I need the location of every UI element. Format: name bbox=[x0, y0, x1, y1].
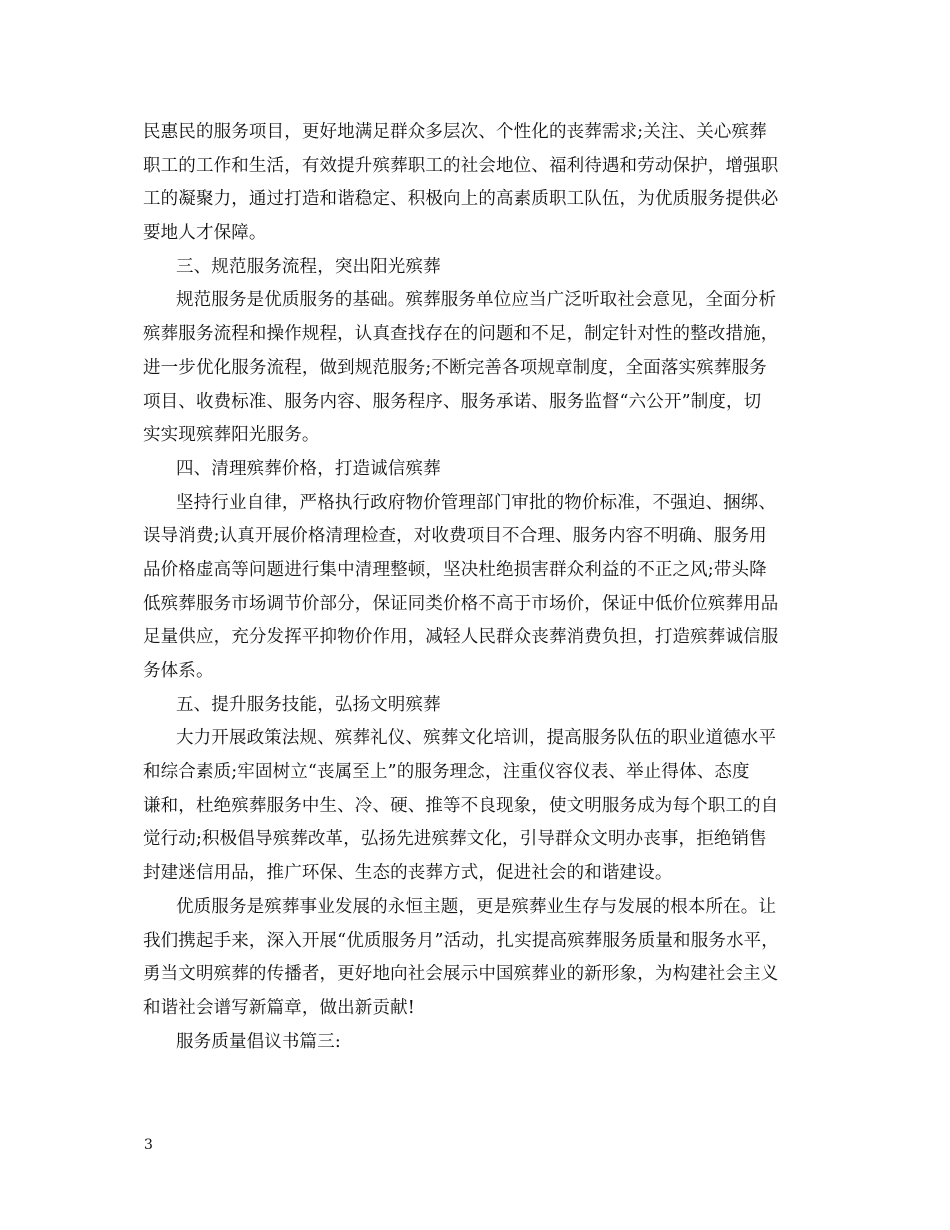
section-heading: 服务质量倡议书篇三: bbox=[176, 1031, 341, 1052]
body-line: 低殡葬服务市场调节价部分，保证同类价格不高于市场价，保证中低价位殡葬用品 bbox=[143, 593, 779, 614]
body-line: 民惠民的服务项目，更好地满足群众多层次、个性化的丧葬需求;关注、关心殡葬 bbox=[143, 122, 767, 142]
section-heading: 三、规范服务流程，突出阳光殡葬 bbox=[176, 256, 441, 277]
body-line: 我们携起手来，深入开展“优质服务月”活动，扎实提高殡葬服务质量和服务水平， bbox=[143, 930, 779, 951]
section-heading: 四、清理殡葬价格，打造诚信殡葬 bbox=[176, 458, 441, 479]
body-line: 误导消费;认真开展价格清理检查，对收费项目不合理、服务内容不明确、服务用 bbox=[143, 526, 767, 547]
body-line: 品价格虚高等问题进行集中清理整顿，坚决杜绝损害群众利益的不正之风;带头降 bbox=[143, 559, 767, 580]
body-line: 足量供应，充分发挥平抑物价作用，减轻人民群众丧葬消费负担，打造殡葬诚信服 bbox=[143, 627, 779, 648]
body-line: 职工的工作和生活，有效提升殡葬职工的社会地位、福利待遇和劳动保护，增强职 bbox=[143, 155, 779, 176]
section-heading: 五、提升服务技能，弘扬文明殡葬 bbox=[176, 694, 441, 715]
body-line: 勇当文明殡葬的传播者，更好地向社会展示中国殡葬业的新形象，为构建社会主义 bbox=[143, 964, 779, 985]
paragraph-first-line: 大力开展政策法规、殡葬礼仪、殡葬文化培训，提高服务队伍的职业道德水平 bbox=[176, 728, 777, 749]
body-line: 和谐社会谱写新篇章，做出新贡献! bbox=[143, 997, 415, 1018]
body-line: 和综合素质;牢固树立“丧属至上”的服务理念，注重仪容仪表、举止得体、态度 bbox=[143, 762, 750, 783]
body-line: 觉行动;积极倡导殡葬改革，弘扬先进殡葬文化，引导群众文明办丧事，拒绝销售 bbox=[143, 829, 767, 850]
body-line: 项目、收费标准、服务内容、服务程序、服务承诺、服务监督“六公开”制度，切 bbox=[143, 391, 762, 412]
paragraph-first-line: 优质服务是殡葬事业发展的永恒主题，更是殡葬业生存与发展的根本所在。让 bbox=[176, 896, 777, 917]
body-line: 进一步优化服务流程，做到规范服务;不断完善各项规章制度，全面落实殡葬服务 bbox=[143, 357, 767, 378]
paragraph-first-line: 坚持行业自律，严格执行政府物价管理部门审批的物价标准，不强迫、捆绑、 bbox=[176, 492, 777, 513]
body-line: 殡葬服务流程和操作规程，认真查找存在的问题和不足，制定针对性的整改措施， bbox=[143, 324, 779, 345]
body-line: 要地人才保障。 bbox=[143, 223, 267, 244]
paragraph-first-line: 规范服务是优质服务的基础。殡葬服务单位应当广泛听取社会意见，全面分析 bbox=[176, 290, 777, 311]
body-line: 实实现殡葬阳光服务。 bbox=[143, 425, 320, 446]
body-line: 谦和，杜绝殡葬服务中生、冷、硬、推等不良现象，使文明服务成为每个职工的自 bbox=[143, 795, 779, 816]
body-line: 封建迷信用品，推广环保、生态的丧葬方式，促进社会的和谐建设。 bbox=[143, 863, 673, 884]
body-line: 务体系。 bbox=[143, 661, 214, 681]
document-body bbox=[143, 116, 813, 1059]
body-line: 工的凝聚力，通过打造和谐稳定、积极向上的高素质职工队伍，为优质服务提供必 bbox=[143, 189, 779, 210]
page-number: 3 bbox=[144, 1137, 153, 1153]
